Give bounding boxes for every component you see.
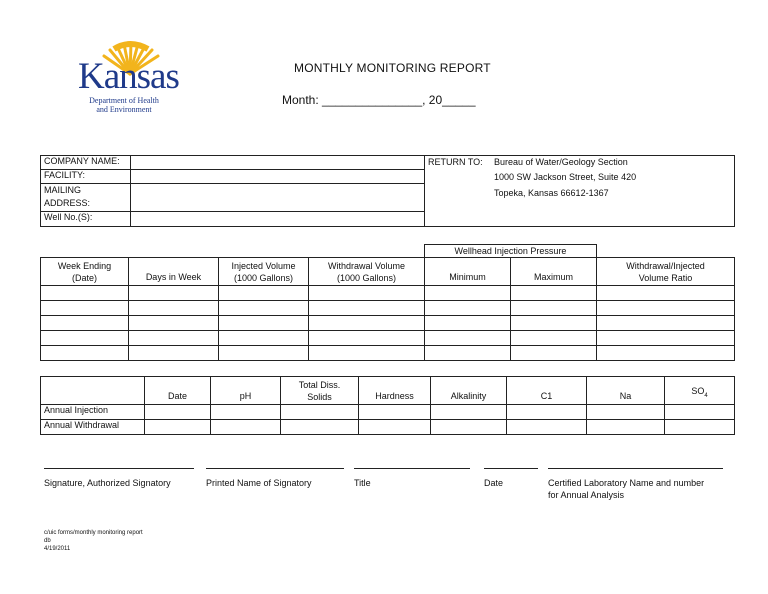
- department-name: Department of Health and Environment: [89, 96, 159, 114]
- minimum-header: Minimum: [425, 258, 511, 286]
- table-row: [41, 286, 735, 301]
- company-name-field[interactable]: [131, 156, 425, 170]
- table-row: [41, 301, 735, 316]
- signature-line[interactable]: [44, 467, 194, 469]
- mailing-address-label: MAILING ADDRESS:: [41, 184, 131, 212]
- annual-analysis-table: [40, 376, 735, 435]
- maximum-header: Maximum: [511, 258, 597, 286]
- table-row: [41, 420, 735, 435]
- title-label: Title: [354, 478, 371, 488]
- withdrawal-volume-header: Withdrawal Volume (1000 Gallons): [309, 258, 425, 286]
- return-address-line2: 1000 SW Jackson Street, Suite 420: [494, 172, 637, 182]
- table-row: [41, 346, 735, 361]
- kansas-wordmark: Kansas: [78, 56, 179, 97]
- report-title: MONTHLY MONITORING REPORT: [294, 61, 491, 75]
- total-dissolved-solids-header: Total Diss. Solids: [281, 377, 359, 405]
- table-row: [41, 405, 735, 420]
- date-line[interactable]: [484, 467, 538, 469]
- kdhe-logo: [74, 40, 186, 118]
- company-info-table: [40, 155, 735, 227]
- title-line[interactable]: [354, 467, 470, 469]
- well-no-label: Well No.(S):: [41, 212, 131, 227]
- table-row: [41, 331, 735, 346]
- mailing-address-field[interactable]: [131, 184, 425, 212]
- facility-field[interactable]: [131, 170, 425, 184]
- annual-injection-label: Annual Injection: [41, 405, 145, 420]
- days-in-week-header: Days in Week: [129, 258, 219, 286]
- so4-header: $SO_4$: [665, 377, 735, 405]
- injected-volume-header: Injected Volume (1000 Gallons): [219, 258, 309, 286]
- date-label: Date: [484, 478, 504, 488]
- company-name-label: COMPANY NAME:: [41, 156, 131, 170]
- ph-header: pH: [211, 377, 281, 405]
- month-field[interactable]: Month: _______________, 20_____: [282, 93, 476, 107]
- alkalinity-header: Alkalinity: [431, 377, 507, 405]
- wellhead-pressure-header: Wellhead Injection Pressure: [425, 245, 597, 258]
- well-no-field[interactable]: [131, 212, 425, 227]
- return-to-label: RETURN TO:: [428, 157, 483, 167]
- printed-name-line[interactable]: [206, 467, 344, 469]
- week-ending-header: Week Ending (Date): [41, 258, 129, 286]
- signature-label: Signature, Authorized Signatory: [44, 478, 171, 488]
- return-address-line3: Topeka, Kansas 66612-1367: [494, 188, 609, 198]
- weekly-monitoring-table: [40, 244, 735, 361]
- laboratory-line[interactable]: [548, 467, 723, 469]
- printed-name-label: Printed Name of Signatory: [206, 478, 312, 488]
- annual-withdrawal-label: Annual Withdrawal: [41, 420, 145, 435]
- c1-header: C1: [507, 377, 587, 405]
- hardness-header: Hardness: [359, 377, 431, 405]
- table-row: [41, 316, 735, 331]
- na-header: Na: [587, 377, 665, 405]
- date-header: Date: [145, 377, 211, 405]
- laboratory-label: Certified Laboratory Name and number for Annual Analysis: [548, 478, 705, 500]
- facility-label: FACILITY:: [41, 170, 131, 184]
- volume-ratio-header: Withdrawal/Injected Volume Ratio: [597, 258, 735, 286]
- document-footer: c/uic forms/monthly monitoring report db 4/19/2011: [44, 530, 143, 552]
- return-address-line1: Bureau of Water/Geology Section: [494, 157, 628, 167]
